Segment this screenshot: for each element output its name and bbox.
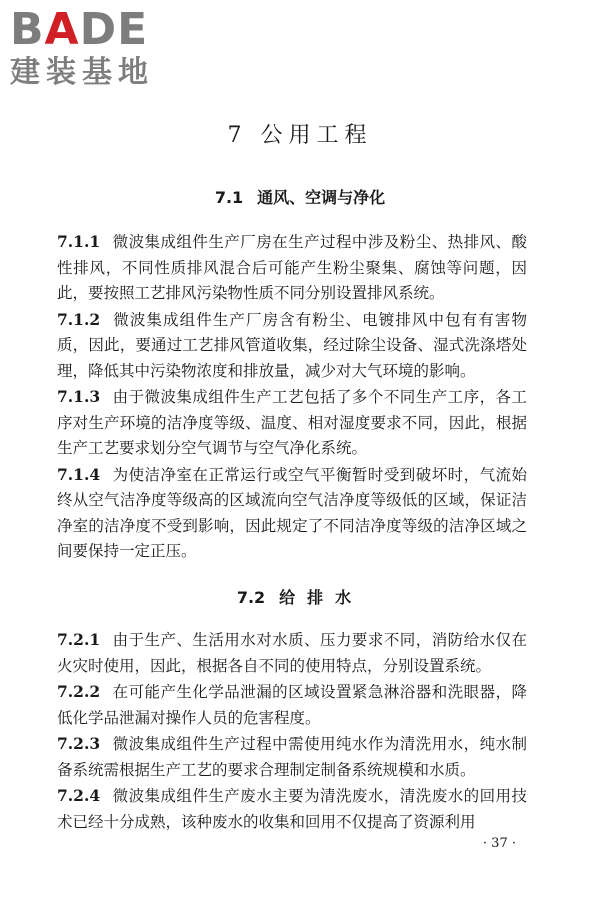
brand-logo (10, 6, 154, 90)
section-name: 给排水 (279, 588, 364, 607)
section-title (0, 185, 600, 208)
clause-number: 7.2.2 (57, 682, 101, 701)
clause-number: 7.1.3 (57, 387, 101, 406)
paragraph (57, 384, 527, 462)
brand-letter: B (10, 4, 45, 55)
clause-text: 为使洁净室在正常运行或空气平衡暂时受到破坏时，气流始终从空气洁净度等级高的区域流向空气洁净度等级低的区域，保证洁净室的洁净度不受到影响，因此规定了不同洁净度等级的洁净区域之间要保持一定正压。 (57, 465, 527, 560)
paragraph (57, 627, 527, 679)
clause-number: 7.2.1 (57, 630, 101, 649)
section-number: 7.2 (236, 588, 266, 607)
clause-text: 由于生产、生活用水对水质、压力要求不同，消防给水仅在火灾时使用，因此，根据各自不同的使用特点，分别设置系统。 (57, 631, 527, 675)
brand-accent-letter: A (44, 4, 80, 55)
paragraph (57, 229, 527, 307)
brand-wordmark (10, 6, 154, 54)
section-title (0, 585, 600, 608)
clause-text: 在可能产生化学品泄漏的区域设置紧急淋浴器和洗眼器，降低化学品泄漏对操作人员的危害程度。 (57, 683, 527, 727)
chapter-title (0, 118, 600, 149)
paragraph (57, 731, 527, 783)
paragraph (57, 783, 527, 835)
section-name: 通风、空调与净化 (257, 188, 386, 207)
clause-text: 微波集成组件生产废水主要为清洗废水，清洗废水的回用技术已经十分成熟，该种废水的收集和回用不仅提高了资源利用 (57, 787, 527, 831)
brand-letters: DE (79, 4, 149, 55)
clause-text: 由于微波集成组件生产工艺包括了多个不同生产工序，各工序对生产环境的洁净度等级、温度、相对湿度要求不同，因此，根据生产工艺要求划分空气调节与空气净化系统。 (57, 388, 527, 457)
section-body (57, 627, 527, 835)
brand-subtitle: 建装基地 (10, 55, 154, 90)
clause-text: 微波集成组件生产厂房在生产过程中涉及粉尘、热排风、酸性排风，不同性质排风混合后可能产生粉尘聚集、腐蚀等问题，因此，要按照工艺排风污染物性质不同分别设置排风系统。 (57, 233, 527, 302)
clause-number: 7.2.4 (57, 786, 101, 805)
paragraph (57, 462, 527, 565)
clause-number: 7.2.3 (57, 734, 101, 753)
paragraph (57, 307, 527, 385)
clause-text: 微波集成组件生产过程中需使用纯水作为清洗用水，纯水制备系统需根据生产工艺的要求合理制定制备系统规模和水质。 (57, 735, 527, 779)
clause-number: 7.1.1 (57, 232, 101, 251)
section-body (57, 229, 527, 565)
page-number: · 37 · (482, 836, 516, 851)
section-number: 7.1 (214, 188, 244, 207)
clause-number: 7.1.4 (57, 464, 101, 484)
clause-number: 7.1.2 (57, 309, 101, 329)
chapter-number: 7 (227, 123, 243, 148)
paragraph (57, 679, 527, 731)
clause-text: 微波集成组件生产厂房含有粉尘、电镀排风中包有有害物质，因此，要通过工艺排风管道收集，经过除尘设备、湿式洗涤塔处理，降低其中污染物浓度和排放量，减少对大气环境的影响。 (57, 310, 527, 380)
chapter-name: 公用工程 (260, 123, 373, 148)
